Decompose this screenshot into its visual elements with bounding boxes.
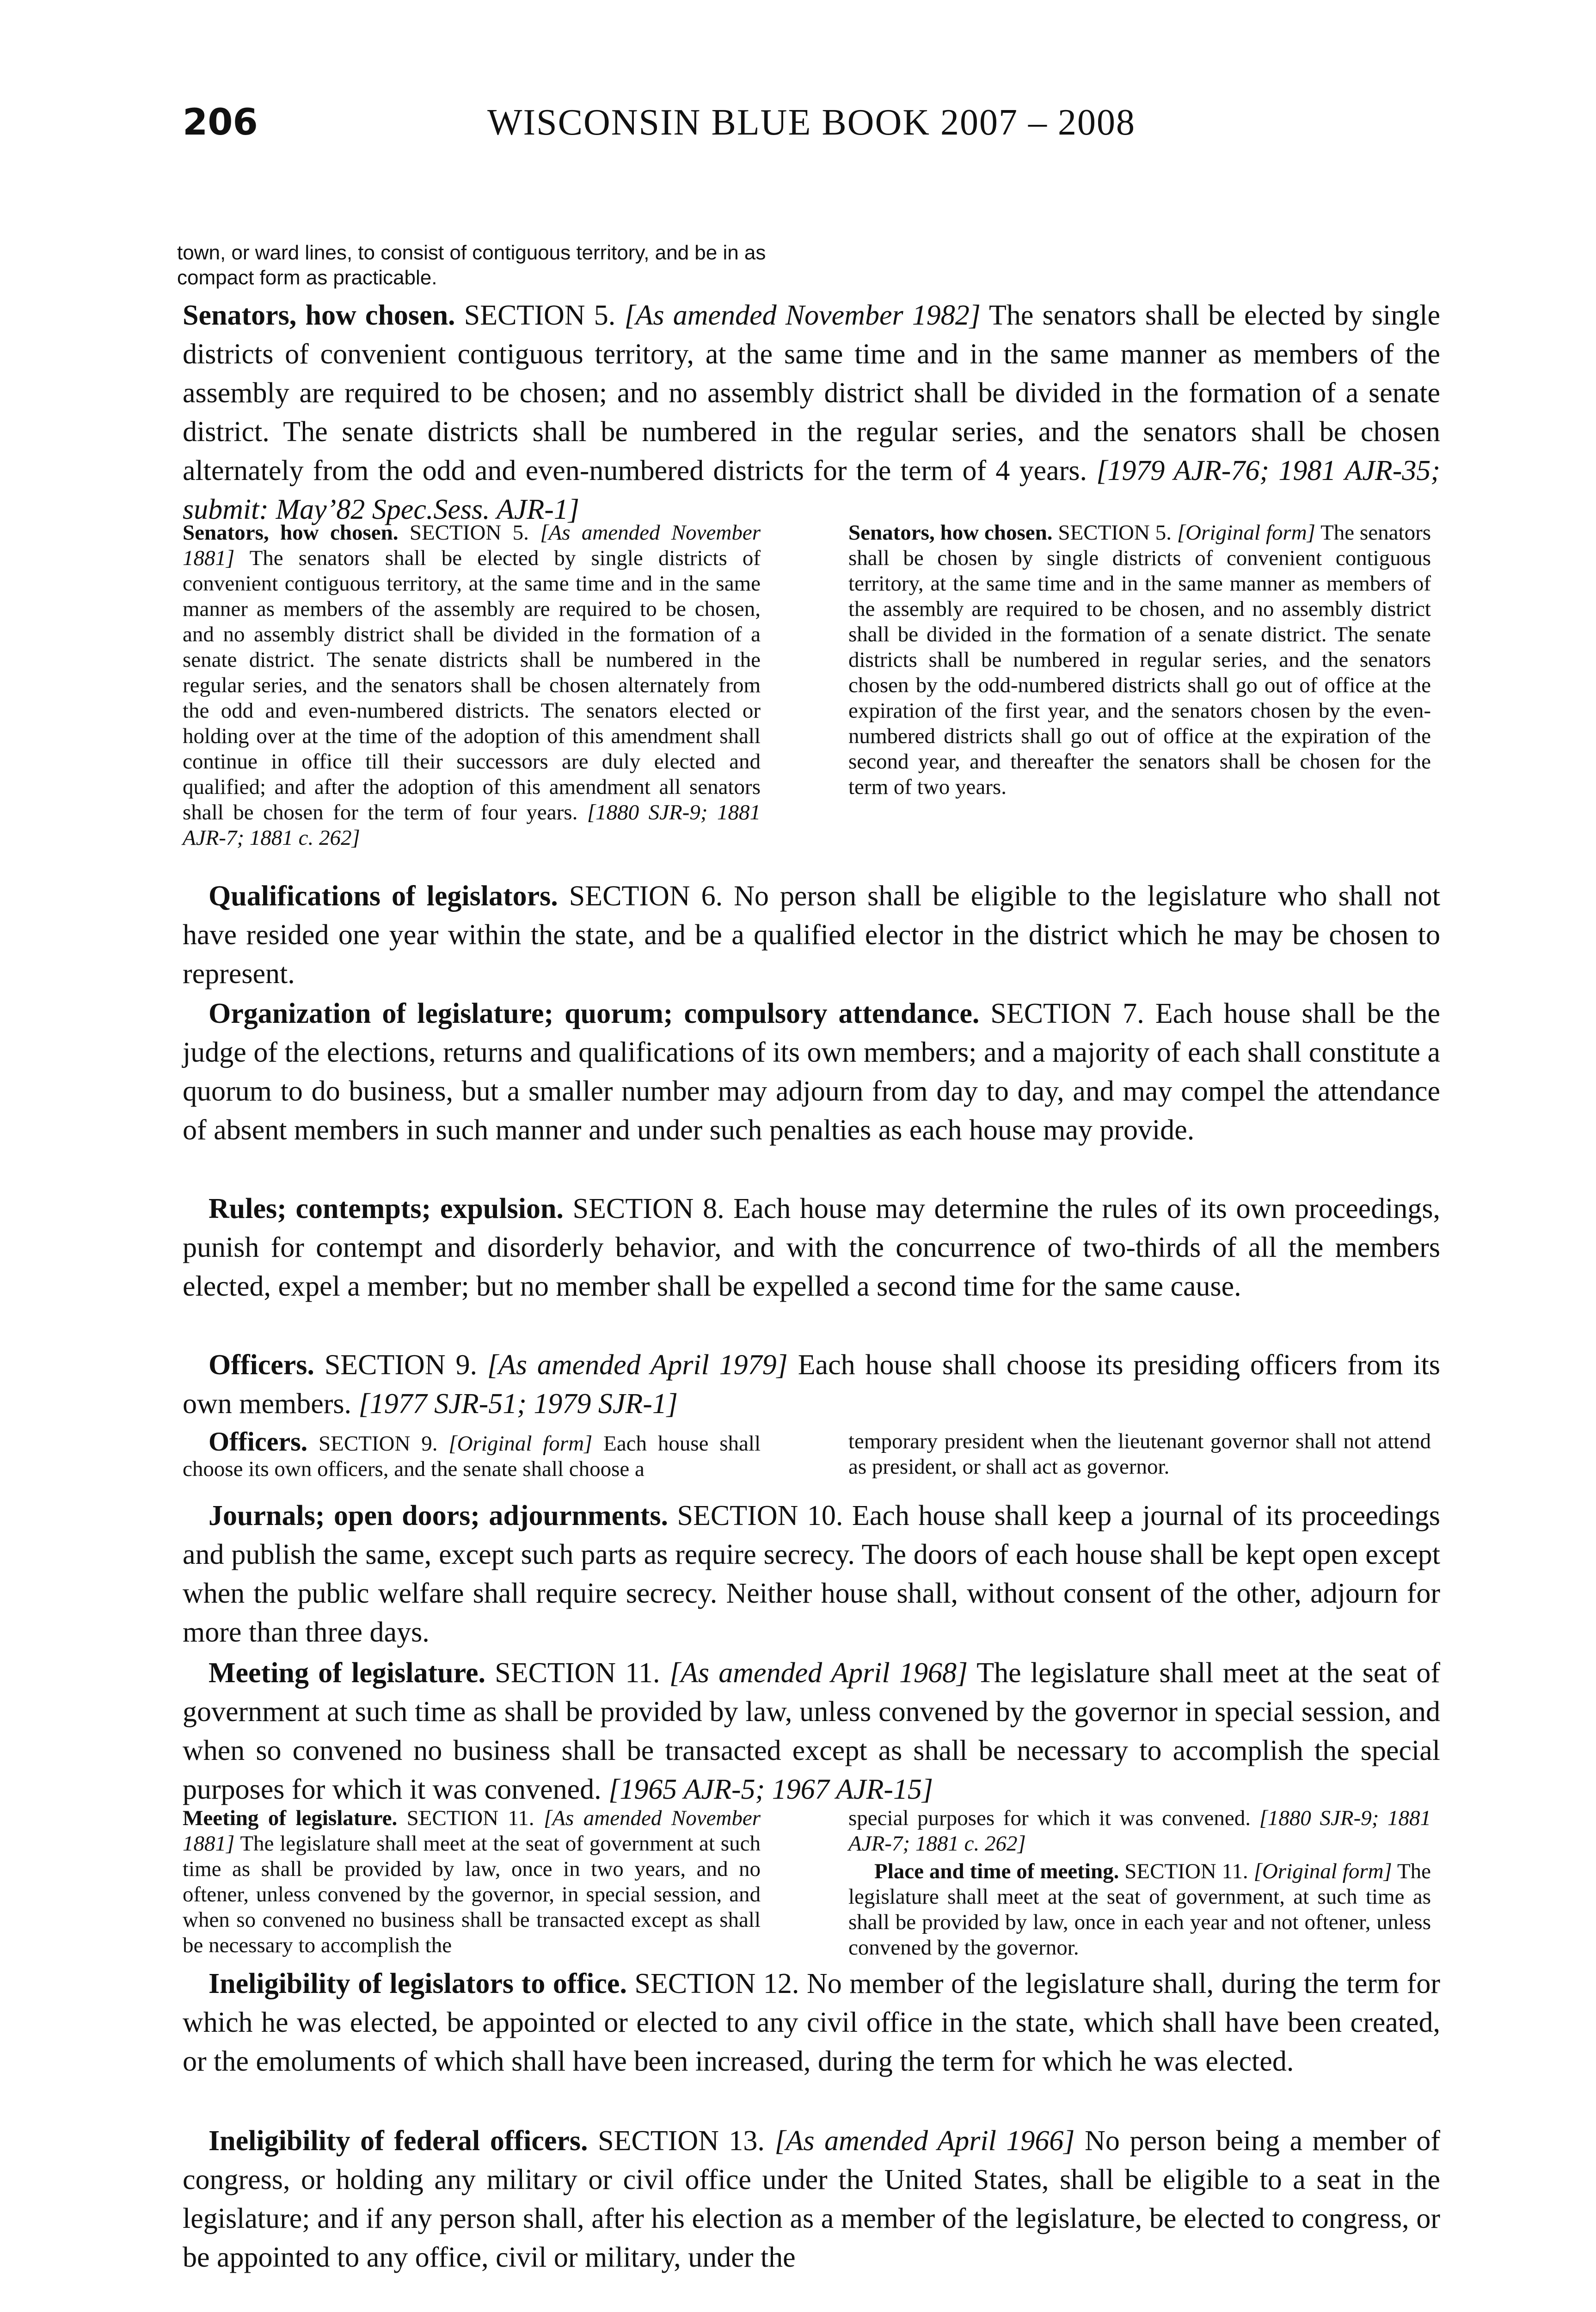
section-body: Each house shall choose its presiding officers from its own members. [183, 1349, 1441, 1420]
note-section-label: SECTION 5. [409, 521, 529, 545]
note-heading: Meeting of legislature. [183, 1806, 398, 1830]
section-body: Each house shall be the judge of the elections, returns and qualifications of its own members; and a majority of each shall constitute a quorum to do business, but a smaller number may adjourn from day to day, and may compel the attendance of absent members in such manner and under such penalties as each house may provide. [183, 998, 1440, 1146]
note-body: The legislature shall meet at the seat of government, at such time as shall be provided by law, once in each year and not oftener, unless convened by the governor. [848, 1859, 1431, 1960]
note-senators-original [848, 520, 1431, 800]
note-amendment: [As amended November 1881] [183, 1806, 761, 1856]
section-body: The senators shall be elected by single districts of convenient contiguous territory, at the same time and in the same manner as members of the assembly are required to be chosen; and no assembly district shall be divided in the formation of a senate district. The senate districts shall be numbered in the regular series, and the senators shall be chosen alternately from the odd and even-numbered districts for the term of 4 years. [183, 300, 1440, 486]
note-body-left: The legislature shall meet at the seat of government at such time as shall be provided by law, once in two years, and no oftener, unless convened by the governor, in special session, and when so convened no business shall be transacted except as shall be necessary to accomplish the [183, 1832, 761, 1957]
citation: [1979 AJR-76; 1981 AJR-35; submit: May’82 Spec.Sess. AJR-1] [183, 455, 1441, 525]
note-heading: Place and time of meeting. [874, 1859, 1119, 1883]
section-heading: Ineligibility of federal officers. [209, 2125, 588, 2157]
section-body: No person being a member of congress, or holding any military or civil office under the United States, shall be eligible to a seat in the legislature; and if any person shall, after his election as a member of the legislature, be elected to congress, or be appointed to any office, civil or military, under the [183, 2125, 1441, 2273]
note-amendment: [Original form] [1253, 1859, 1392, 1883]
note-meeting-1881 [183, 1806, 761, 1958]
section-body: Each house may determine the rules of its own proceedings, punish for contempt and disorderly behavior, and with the concurrence of two-thirds of all the members elected, expel a member; but no member shall be expelled a second time for the same cause. [183, 1193, 1441, 1302]
section-6 [183, 877, 1440, 993]
amendment-note: [As amended April 1968] [669, 1657, 968, 1689]
note-officers-original [183, 1429, 761, 1482]
section-5 [183, 296, 1440, 529]
note-body: The senators shall be chosen by single districts of convenient contiguous territory, at the same time and in the same manner as members of the assembly are required to be chosen, and no assembly district shall be divided in the formation of a senate district. The senate districts shall be numbered in regular series, and the senators chosen by the odd-numbered districts shall go out of office at the expiration of the first year, and the senators chosen by the even-numbered districts shall go out of office at the expiration of the second year, and thereafter the senators shall be chosen for the term of two years. [848, 521, 1431, 799]
amendment-note: [As amended November 1982] [624, 300, 981, 331]
note-citation: [1880 SJR-9; 1881 AJR-7; 1881 c. 262] [848, 1806, 1431, 1856]
continued-text: town, or ward lines, to consist of contiguous territory, and be in as compact form as practicable. [177, 241, 766, 289]
section-8 [183, 1189, 1440, 1306]
note-section-label: SECTION 9. [318, 1432, 438, 1456]
note-senators-1881 [183, 520, 761, 851]
section-13 [183, 2121, 1440, 2277]
note-body-right: temporary president when the lieutenant governor shall not attend as president, or shall act as governor. [848, 1429, 1431, 1479]
note-officers-original-continued [848, 1429, 1431, 1480]
section-label: SECTION 6. [569, 880, 723, 912]
section-heading: Journals; open doors; adjournments. [209, 1500, 668, 1531]
note-amendment: [Original form] [448, 1432, 593, 1456]
section-heading: Officers. [209, 1349, 314, 1381]
section-heading: Organization of legislature; quorum; compulsory attendance. [209, 998, 980, 1029]
citation: [1965 AJR-5; 1967 AJR-15] [608, 1774, 933, 1805]
note-body-right: special purposes for which it was convened. [848, 1806, 1251, 1830]
page-header [183, 99, 1440, 150]
section-heading: Senators, how chosen. [183, 300, 455, 331]
citation: [1977 SJR-51; 1979 SJR-1] [358, 1388, 678, 1420]
section-label: SECTION 7. [990, 998, 1144, 1029]
amendment-note: [As amended April 1979] [487, 1349, 788, 1381]
section-heading: Meeting of legislature. [209, 1657, 485, 1689]
page-number: 206 [183, 102, 258, 143]
running-title [460, 99, 1163, 146]
running-title-text: WISCONSIN BLUE BOOK 2007 – 2008 [487, 102, 1136, 143]
note-section-label: SECTION 11. [1124, 1859, 1248, 1883]
note-heading: Officers. [209, 1427, 308, 1457]
note-body-left: Each house shall choose its own officers, and the senate shall choose a [183, 1432, 761, 1481]
section-body: Each house shall keep a journal of its proceedings and publish the same, except such parts as require secrecy. The doors of each house shall be kept open except when the public welfare shall require secrecy. Neither house shall, without consent of the other, adjourn for more than three days. [183, 1500, 1441, 1648]
section-heading: Qualifications of legislators. [209, 880, 558, 912]
note-section-label: SECTION 5. [1058, 521, 1172, 545]
section-11 [183, 1654, 1440, 1809]
section-label: SECTION 9. [324, 1349, 477, 1381]
section-7 [183, 994, 1440, 1150]
section-heading: Ineligibility of legislators to office. [209, 1968, 627, 1999]
section-12 [183, 1964, 1440, 2081]
note-heading: Senators, how chosen. [183, 521, 399, 545]
note-meeting-1881-continued [848, 1806, 1431, 1857]
section-body: No person shall be eligible to the legislature who shall not have resided one year within the state, and be a qualified elector in the district which he may be chosen to represent. [183, 880, 1440, 990]
section-label: SECTION 13. [598, 2125, 765, 2157]
section-label: SECTION 10. [677, 1500, 843, 1531]
section-10 [183, 1496, 1440, 1652]
section-label: SECTION 11. [495, 1657, 660, 1689]
note-citation: [1880 SJR-9; 1881 AJR-7; 1881 c. 262] [183, 800, 761, 850]
amendment-note: [As amended April 1966] [774, 2125, 1075, 2157]
note-section-label: SECTION 11. [406, 1806, 534, 1830]
section-label: SECTION 5. [464, 300, 616, 331]
note-amendment: [Original form] [1177, 521, 1316, 545]
section-heading: Rules; contempts; expulsion. [209, 1193, 564, 1224]
section-body: No member of the legislature shall, during the term for which he was elected, be appointed or elected to any civil office in the state, which shall have been created, or the emoluments of which shall have been increased, during the term for which he was elected. [183, 1968, 1441, 2077]
section-label: SECTION 12. [634, 1968, 799, 1999]
note-amendment: [As amended November 1881] [183, 521, 761, 570]
note-body: The senators shall be elected by single districts of convenient contiguous territory, at the same time and in the same manner as members of the assembly are required to be chosen, and no assembly district shall be divided in the formation of a senate district. The senate districts shall be numbered in the regular series, and the senators shall be chosen alternately from the odd and even-numbered districts. The senators elected or holding over at the time of the adoption of this amendment shall continue in office till their successors are duly elected and qualified; and after the adoption of this amendment all senators shall be chosen for the term of four years. [183, 546, 761, 824]
section-label: SECTION 8. [572, 1193, 724, 1224]
section-9 [183, 1346, 1440, 1423]
section-body: The legislature shall meet at the seat of government at such time as shall be provided by law, unless convened by the governor in special session, and when so convened no business shall be transacted except as shall be necessary to accomplish the special purposes for which it was convened. [183, 1657, 1441, 1805]
note-heading: Senators, how chosen. [848, 521, 1053, 545]
note-place-original [848, 1859, 1431, 1961]
